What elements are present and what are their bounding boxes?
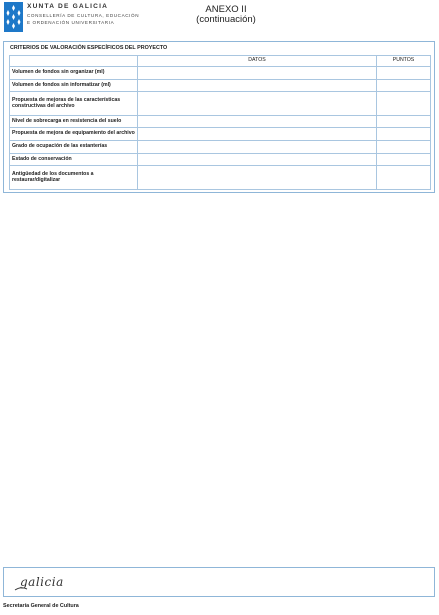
criterion-label: Grado de ocupación de las estanterías [10,141,138,154]
datos-cell[interactable] [138,92,377,115]
annex-heading [190,5,262,25]
puntos-cell[interactable] [377,153,431,166]
department-line-1: CONSELLERÍA DE CULTURA, EDUCACIÓN [27,13,140,18]
puntos-cell[interactable] [377,128,431,141]
datos-cell[interactable] [138,67,377,80]
datos-cell[interactable] [138,153,377,166]
criteria-table [9,55,431,190]
document-header [0,0,439,36]
table-row [10,115,431,128]
galicia-swoosh-icon [14,586,28,592]
puntos-cell[interactable] [377,141,431,154]
table-row [10,166,431,190]
footer-organization: Secretaría General de Cultura [3,603,79,609]
puntos-cell[interactable] [377,67,431,80]
criterion-label: Estado de conservación [10,153,138,166]
table-header-row [10,56,431,67]
datos-cell[interactable] [138,166,377,190]
footer-logo-box [3,567,435,597]
puntos-column-header: PUNTOS [377,56,431,67]
galicia-logo: galicia [20,575,64,589]
org-name: XUNTA DE GALICIA [27,3,109,10]
datos-cell[interactable] [138,79,377,92]
criterion-column-header [10,56,138,67]
datos-cell[interactable] [138,128,377,141]
datos-column-header: DATOS [138,56,377,67]
criterion-label: Volumen de fondos sin informatizar (ml) [10,79,138,92]
puntos-cell[interactable] [377,92,431,115]
table-row [10,67,431,80]
table-row [10,141,431,154]
datos-cell[interactable] [138,141,377,154]
table-row [10,128,431,141]
criterion-label: Propuesta de mejoras de las características constructivas del archivo [10,92,138,115]
criterion-label: Antigüedad de los documentos a restaurar/digitalizar [10,166,138,190]
criteria-section [3,41,435,193]
criteria-title: CRITERIOS DE VALORACIÓN ESPECÍFICOS DEL PROYECTO [10,45,168,51]
table-row [10,92,431,115]
datos-cell[interactable] [138,115,377,128]
puntos-cell[interactable] [377,115,431,128]
table-row [10,79,431,92]
criterion-label: Propuesta de mejora de equipamiento del archivo [10,128,138,141]
criterion-label: Nivel de sobrecarga en resistencia del suelo [10,115,138,128]
puntos-cell[interactable] [377,79,431,92]
xunta-emblem-icon [4,2,23,32]
criterion-label: Volumen de fondos sin organizar (ml) [10,67,138,80]
annex-subtitle: (continuación) [196,14,256,25]
department-line-2: E ORDENACIÓN UNIVERSITARIA [27,20,115,25]
puntos-cell[interactable] [377,166,431,190]
table-row [10,153,431,166]
annex-title: ANEXO II [205,4,247,15]
